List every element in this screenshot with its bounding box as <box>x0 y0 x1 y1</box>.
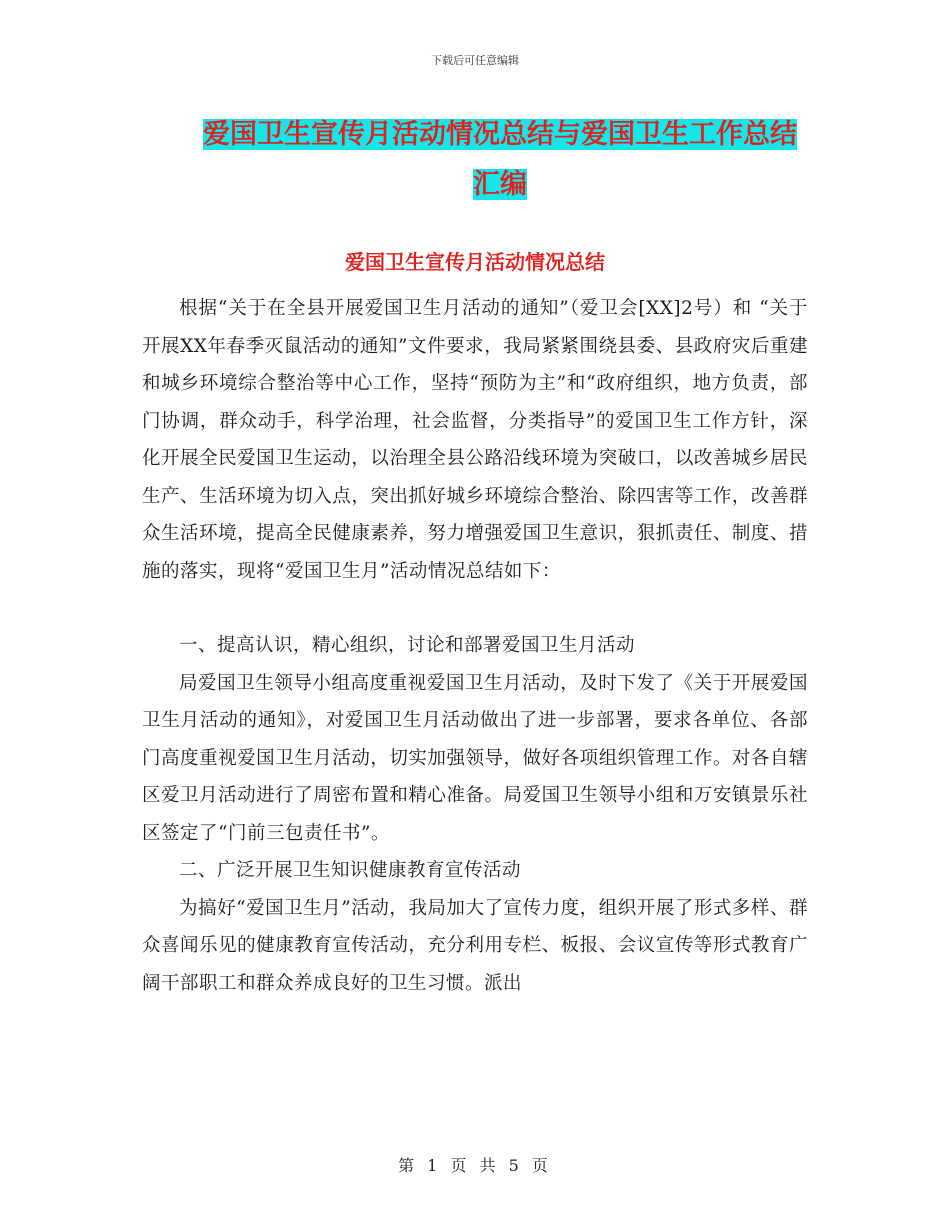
document-body <box>142 290 808 1002</box>
heading-2: 二、广泛开展卫生知识健康教育宣传活动 <box>179 860 522 881</box>
heading-1: 一、提高认识，精心组织，讨论和部署爱国卫生月活动 <box>179 635 636 656</box>
section-title: 爱国卫生宣传月活动情况总结 <box>345 250 605 274</box>
paragraph-intro: 根据“关于在全县开展爱国卫生月活动的通知”（爱卫会[XX]2号）和 “关于开展XX年春季灭鼠活动的通知”文件要求，我局紧紧围绕县委、县政府灾后重建和城乡环境综合整治等中心工作，坚持“预防为主”和“政府组织，地方负责，部门协调，群众动手，科学治理，社会监督，分类指导”的爱国卫生工作方针，深化开展全民爱国卫生运动，以治理全县公路沿线环境为突破口，以改善城乡居民生产、生活环境为切入点，突出抓好城乡环境综合整治、除四害等工作，改善群众生活环境，提高全民健康素养，努力增强爱国卫生意识，狠抓责任、制度、措施的落实，现将“爱国卫生月”活动情况总结如下： <box>142 298 808 582</box>
page-footer: 第 1 页 共 5 页 <box>398 1156 552 1175</box>
header-note: 下载后可任意编辑 <box>431 54 519 67</box>
document-title <box>190 110 810 210</box>
paragraph-1: 局爱国卫生领导小组高度重视爱国卫生月活动，及时下发了《关于开展爱国卫生月活动的通知》，对爱国卫生月活动做出了进一步部署，要求各单位、各部门高度重视爱国卫生月活动，切实加强领导，做好各项组织管理工作。对各自辖区爱卫月活动进行了周密布置和精心准备。局爱国卫生领导小组和万安镇景乐社区签定了“门前三包责任书”。 <box>142 672 808 844</box>
paragraph-2: 为搞好“爱国卫生月”活动，我局加大了宣传力度，组织开展了形式多样、群众喜闻乐见的健康教育宣传活动，充分利用专栏、板报、会议宣传等形式教育广阔干部职工和群众养成良好的卫生习惯。派出 <box>142 897 808 994</box>
document-title-text: 爱国卫生宣传月活动情况总结与爱国卫生工作总结汇编 <box>203 119 797 200</box>
